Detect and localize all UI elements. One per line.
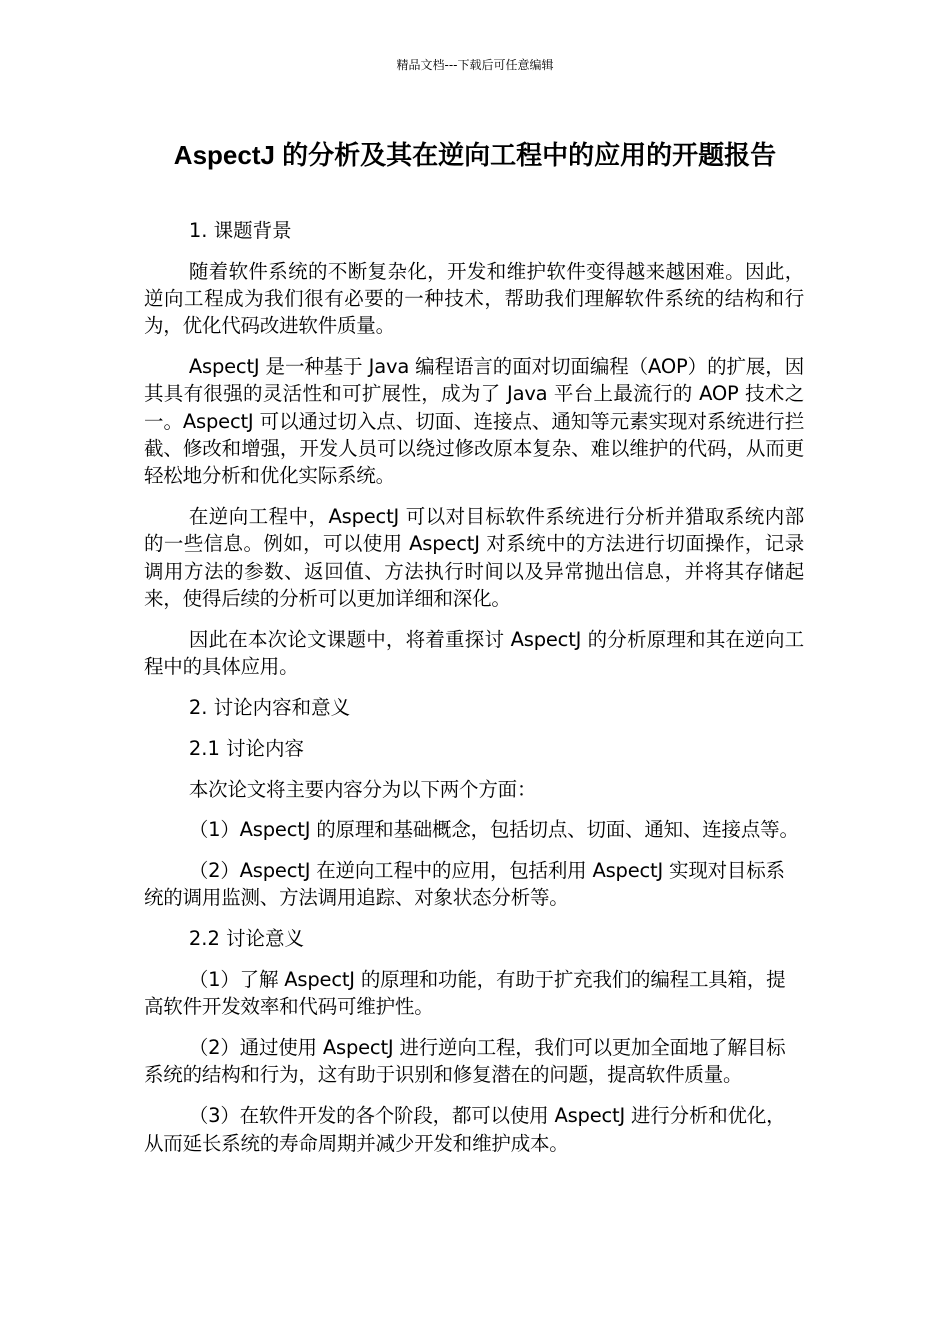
paragraph-background-2: AspectJ 是一种基于 Java 编程语言的面对切面编程（AOP）的扩展，因其具有很强的灵活性和可扩展性，成为了 Java 平台上最流行的 AOP 技术之一。AspectJ 可以通过切入点、切面、连接点、通知等元素实现对系统进行拦截、修改和增强，开发人员可以绕过修改原本复杂、难以维护的代码，从而更轻松地分析和优化实际系统。 <box>144 355 804 488</box>
section-heading-background: 1. 课题背景 <box>188 219 292 242</box>
list-item-content-2: （2）AspectJ 在逆向工程中的应用，包括利用 AspectJ 实现对目标系统的调用监测、方法调用追踪、对象状态分析等。 <box>144 859 785 910</box>
document-title: AspectJ 的分析及其在逆向工程中的应用的开题报告 <box>173 140 777 170</box>
section-heading-research: 2. 讨论内容和意义 <box>188 695 351 719</box>
subsection-heading-content: 2.1 讨论内容 <box>188 736 305 760</box>
page-header-note: 精品文档---下载后可任意编辑 <box>396 58 554 72</box>
paragraph-content-intro: 本次论文将主要内容分为以下两个方面： <box>188 777 537 801</box>
subsection-heading-significance: 2.2 讨论意义 <box>188 927 305 951</box>
paragraph-background-4: 因此在本次论文课题中，将着重探讨 AspectJ 的分析原理和其在逆向工程中的具体应用。 <box>144 627 804 679</box>
list-item-content-1: （1）AspectJ 的原理和基础概念，包括切点、切面、通知、连接点等。 <box>188 818 799 842</box>
paragraph-background-1: 随着软件系统的不断复杂化，开发和维护软件变得越来越困难。因此，逆向工程成为我们很有必要的一种技术，帮助我们理解软件系统的结构和行为，优化代码改进软件质量。 <box>144 259 804 338</box>
paragraph-background-3: 在逆向工程中，AspectJ 可以对目标软件系统进行分析并猎取系统内部的一些信息。例如，可以使用 AspectJ 对系统中的方法进行切面操作，记录调用方法的参数、返回值、方法执行时间以及异常抛出信息，并将其存储起来，使得后续的分析可以更加详细和深化。 <box>144 505 804 611</box>
list-item-significance-3: （3）在软件开发的各个阶段，都可以使用 AspectJ 进行分析和优化，从而延长系统的寿命周期并减少开发和维护成本。 <box>144 1104 786 1155</box>
list-item-significance-2: （2）通过使用 AspectJ 进行逆向工程，我们可以更加全面地了解目标系统的结构和行为，这有助于识别和修复潜在的问题，提高软件质量。 <box>144 1036 786 1087</box>
document-body <box>144 217 804 1170</box>
list-item-significance-1: （1）了解 AspectJ 的原理和功能，有助于扩充我们的编程工具箱，提高软件开发效率和代码可维护性。 <box>144 968 786 1019</box>
